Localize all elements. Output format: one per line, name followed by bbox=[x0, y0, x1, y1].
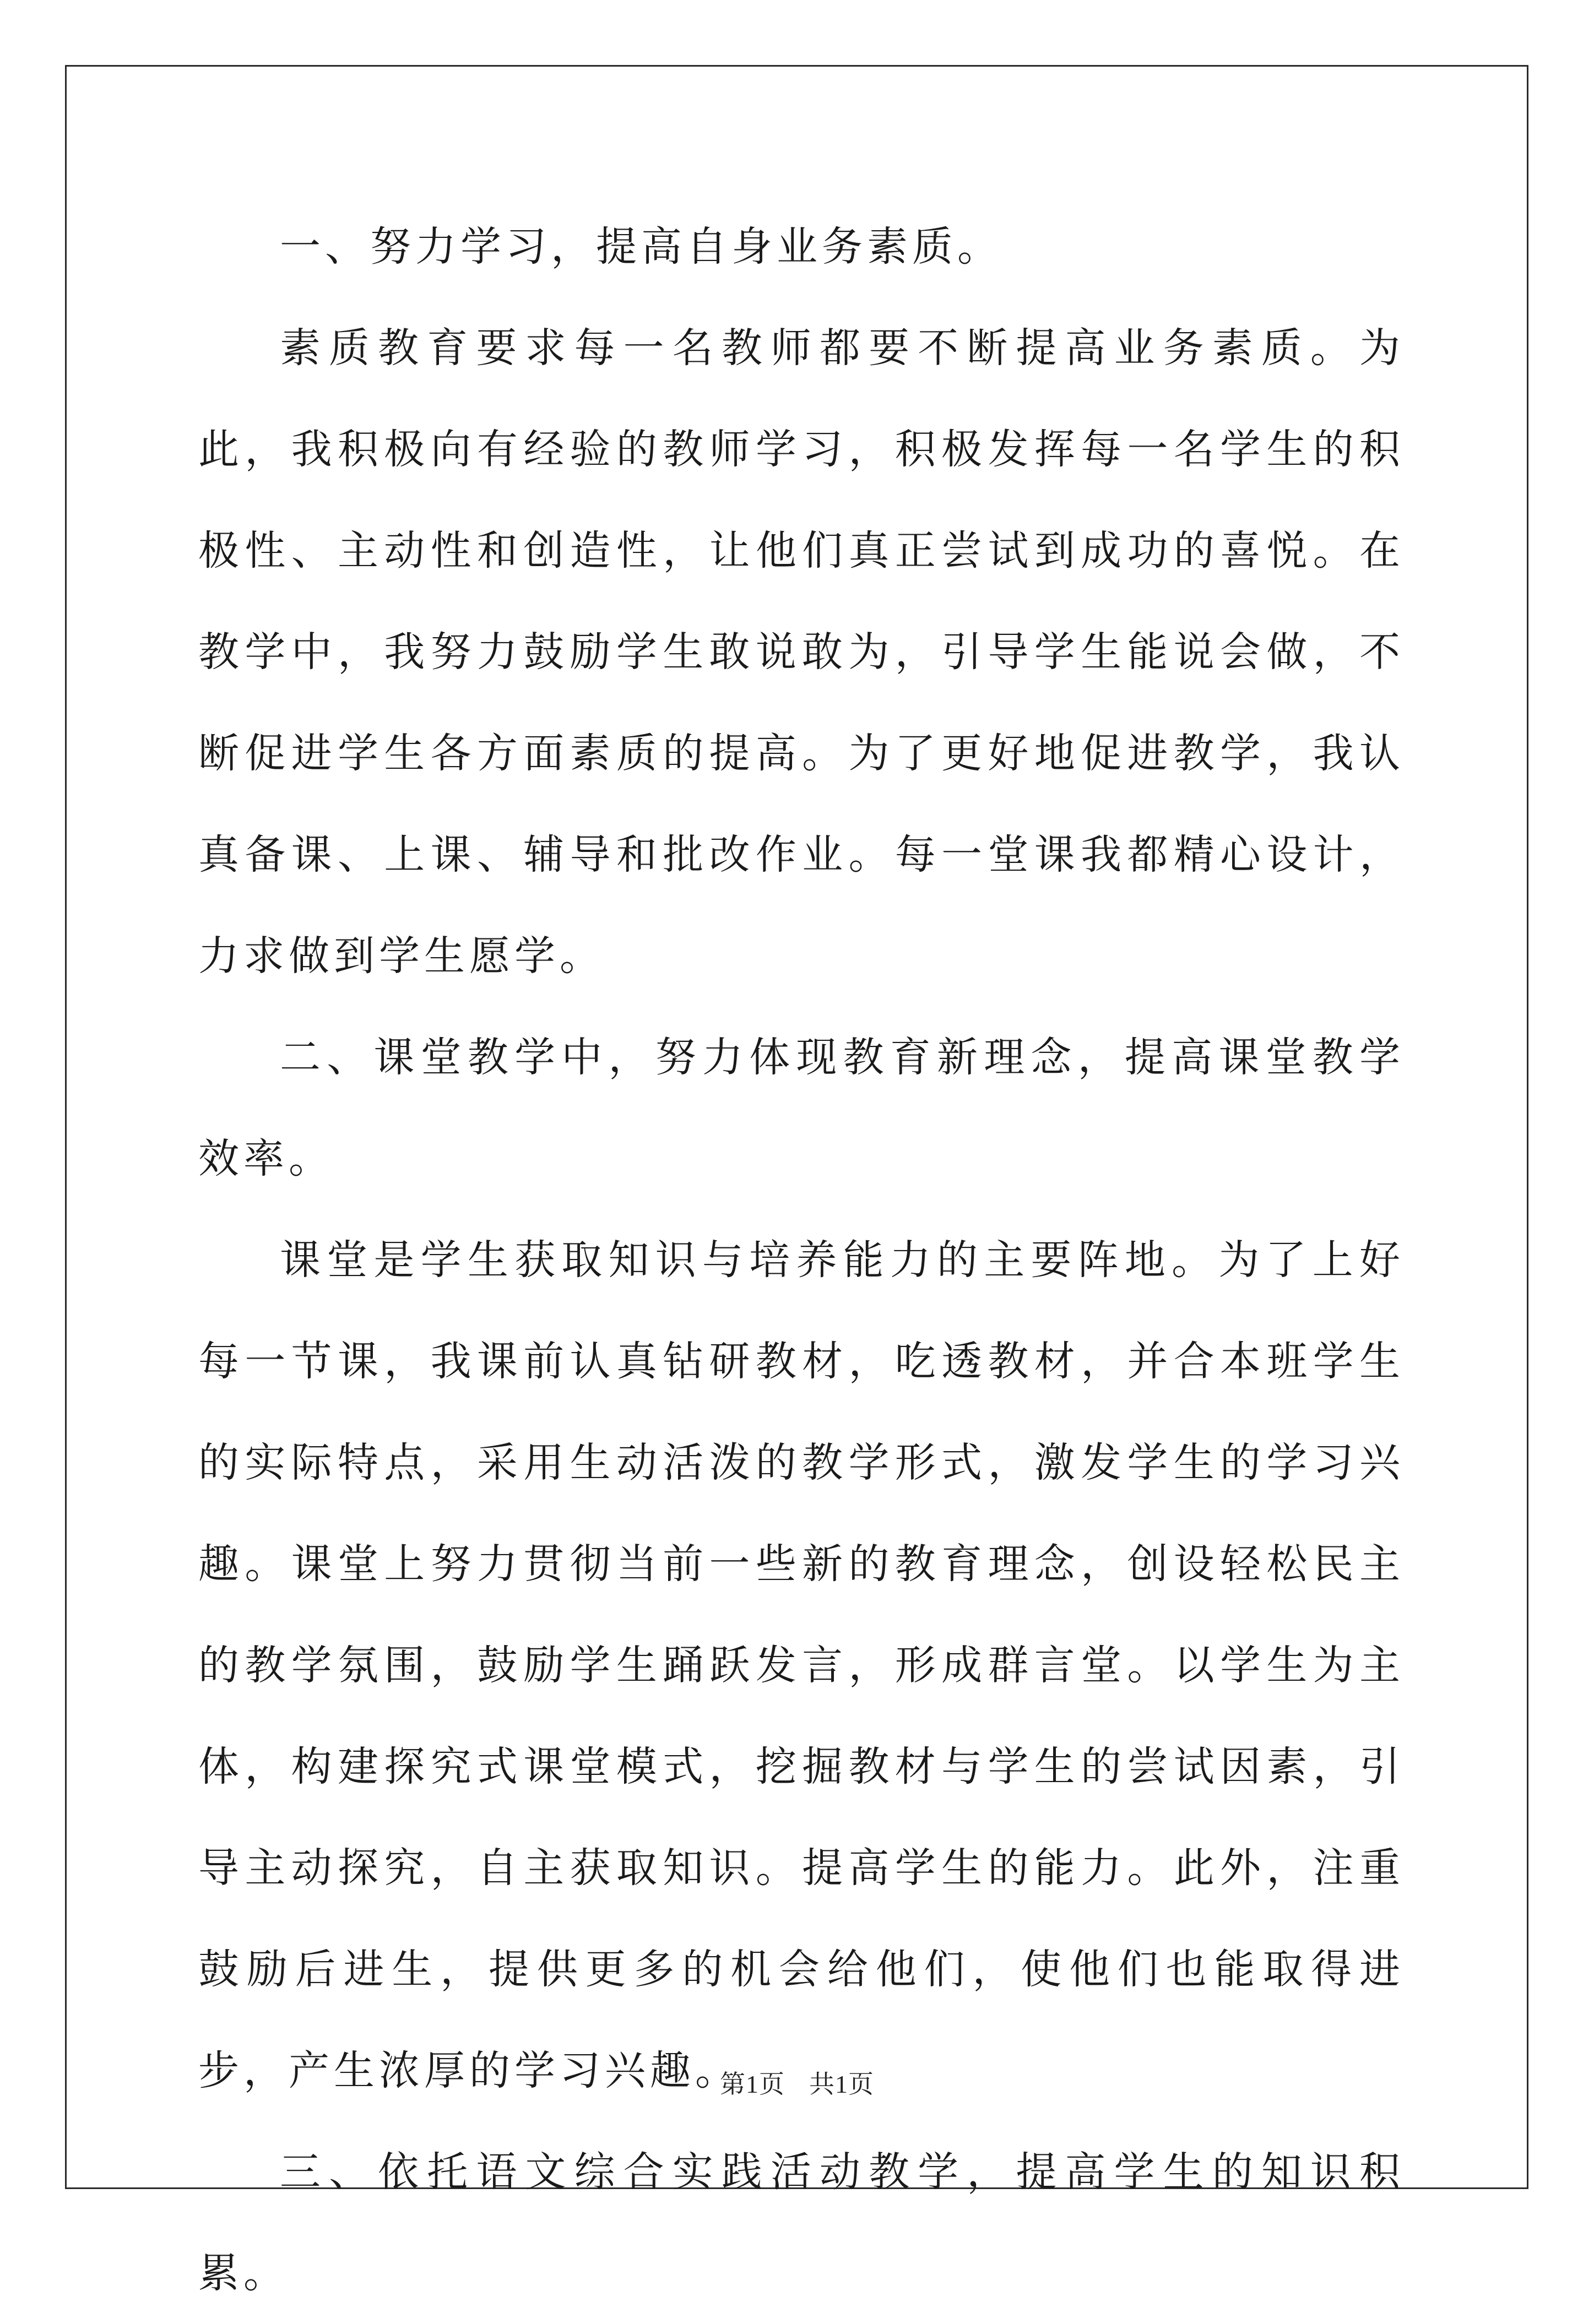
section-heading-3: 三、依托语文综合实践活动教学，提高学生的知识积累。 bbox=[198, 2148, 1405, 2297]
body-paragraph: 素质教育要求每一名教师都要不断提高业务素质。为此，我积极向有经验的教师学习，积极发挥每一名学生的积极性、主动性和创造性，让他们真正尝试到成功的喜悦。在教学中，我努力鼓励学生敢说敢为，引导学生能说会做，不断促进学生各方面素质的提高。为了更好地促进教学，我认真备课、上课、辅导和批改作业。每一堂课我都精心设计，力求做到学生愿学。 bbox=[198, 324, 1405, 980]
page-number: 第1页 bbox=[720, 2070, 785, 2098]
section-heading-2: 二、课堂教学中，努力体现教育新理念，提高课堂教学效率。 bbox=[198, 1034, 1405, 1182]
document-body bbox=[198, 196, 1405, 2324]
page-footer bbox=[0, 2064, 1594, 2100]
section-heading-1: 一、努力学习，提高自身业务素质。 bbox=[280, 223, 1002, 270]
page-total: 共1页 bbox=[809, 2070, 874, 2098]
body-paragraph: 课堂是学生获取知识与培养能力的主要阵地。为了上好每一节课，我课前认真钻研教材，吃透教材，并合本班学生的实际特点，采用生动活泼的教学形式，激发学生的学习兴趣。课堂上努力贯彻当前一些新的教育理念，创设轻松民主的教学氛围，鼓励学生踊跃发言，形成群言堂。以学生为主体，构建探究式课堂模式，挖掘教材与学生的尝试因素，引导主动探究，自主获取知识。提高学生的能力。此外，注重鼓励后进生，提供更多的机会给他们，使他们也能取得进步，产生浓厚的学习兴趣。 bbox=[198, 1236, 1405, 2094]
